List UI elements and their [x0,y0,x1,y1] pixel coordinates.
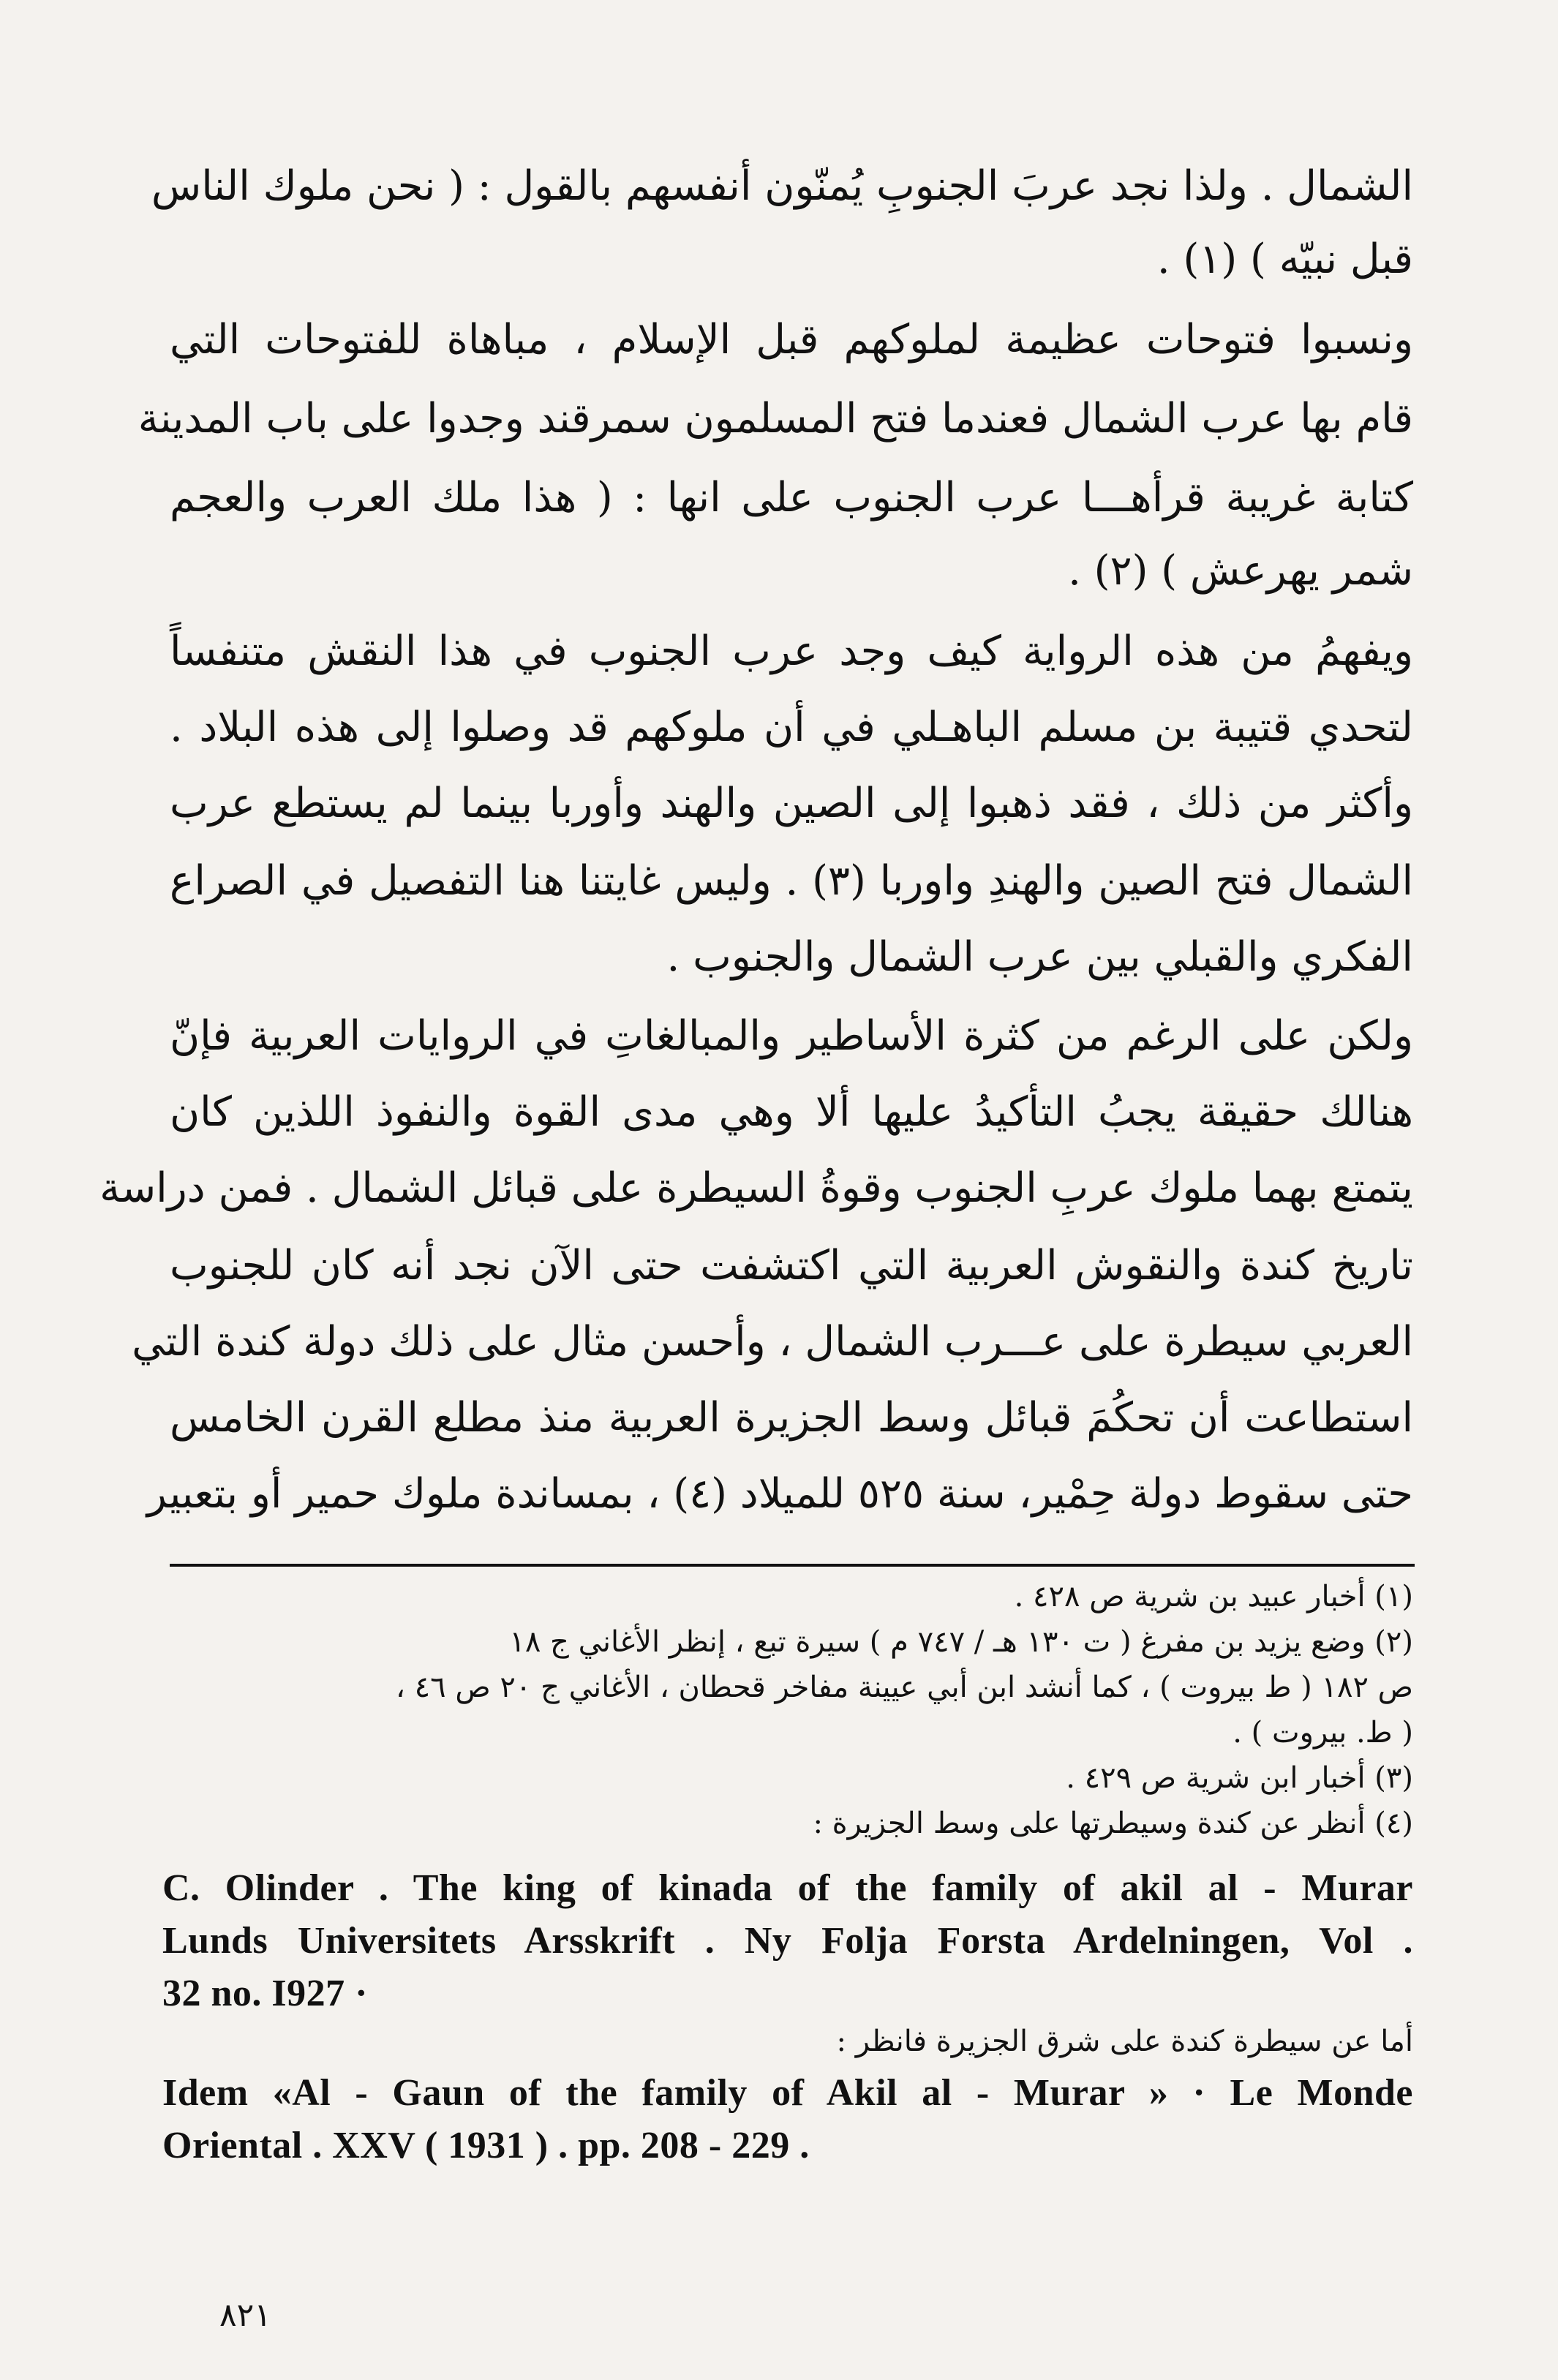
body-line: حتى سقوط دولة حِمْير، سنة ٥٢٥ للميلاد (٤) ، بمساندة ملوك حمير أو بتعبير [146,1470,1413,1518]
body-line: استطاعت أن تحكُمَ قبائل وسط الجزيرة العربية منذ مطلع القرن الخامس [170,1394,1413,1442]
latin-reference-line: 32 no. I927 · [162,1973,368,2014]
body-line: يتمتع بهما ملوك عربِ الجنوب وقوةُ السيطرة على قبائل الشمال . فمن دراسة [99,1164,1413,1212]
footnote: ص ١٨٢ ( ط بيروت ) ، كما أنشد ابن أبي عيينة مفاخر قحطان ، الأغاني ج ٢٠ ص ٤٦ ، [396,1671,1413,1704]
body-line: هنالك حقيقة يجبُ التأكيدُ عليها ألا وهي مدى القوة والنفوذ اللذين كان [170,1088,1413,1136]
body-line: شمر يهرعش ) (٢) . [1068,547,1413,595]
latin-reference-line: Lunds Universitets Arsskrift . Ny Folja Forsta Ardelningen, Vol . [162,1920,1413,1962]
footnote: (٤) أنظر عن كندة وسيطرتها على وسط الجزيرة : [813,1807,1413,1840]
latin-reference-line: Idem «Al - Gaun of the family of Akil al - Murar » · Le Monde [162,2072,1413,2114]
body-line: وأكثر من ذلك ، فقد ذهبوا إلى الصين والهند وأوربا بينما لم يستطع عرب [170,780,1413,827]
footnote-divider [170,1564,1415,1567]
body-line: كتابة غريبة قرأهـــا عرب الجنوب على انها : ( هذا ملك العرب والعجم [170,474,1413,521]
body-line: الفكري والقبلي بين عرب الشمال والجنوب . [666,933,1413,981]
body-line: قبل نبيّه ) (١) . [1156,236,1413,283]
footnote: (٣) أخبار ابن شرية ص ٤٢٩ . [1066,1761,1413,1795]
body-line: الشمال . ولذا نجد عربَ الجنوبِ يُمنّون أنفسهم بالقول : ( نحن ملوك الناس [151,162,1413,210]
footnote: (٢) وضع يزيد بن مفرغ ( ت ١٣٠ هـ / ٧٤٧ م ) سيرة تبع ، إنظر الأغاني ج ١٨ [509,1625,1413,1659]
latin-reference-line: C. Olinder . The king of kinada of the family of akil al - Murar [162,1867,1413,1909]
body-line: تاريخ كندة والنقوش العربية التي اكتشفت حتى الآن نجد أنه كان للجنوب [170,1242,1413,1289]
latin-reference-line: Oriental . XXV ( 1931 ) . pp. 208 - 229 . [162,2125,810,2166]
body-line: العربي سيطرة على عـــرب الشمال ، وأحسن مثال على ذلك دولة كندة التي [132,1318,1413,1366]
footnote: ( ط. بيروت ) . [1233,1716,1413,1750]
body-line: ويفهمُ من هذه الرواية كيف وجد عرب الجنوب في هذا النقش متنفساً [170,628,1413,675]
footnote: أما عن سيطرة كندة على شرق الجزيرة فانظر : [836,2025,1413,2058]
body-line: الشمال فتح الصين والهندِ واوربا (٣) . وليس غايتنا هنا التفصيل في الصراع [170,857,1414,905]
body-line: قام بها عرب الشمال فعندما فتح المسلمون سمرقند وجدوا على باب المدينة [138,395,1413,443]
body-line: ونسبوا فتوحات عظيمة لملوكهم قبل الإسلام ، مباهاة للفتوحات التي [170,316,1413,364]
page-number: ٨٢١ [219,2297,271,2334]
footnote: (١) أخبار عبيد بن شرية ص ٤٢٨ . [1014,1580,1413,1613]
body-line: ولكن على الرغم من كثرة الأساطير والمبالغاتِ في الروايات العربية فإنّ [170,1012,1413,1060]
body-line: لتحدي قتيبة بن مسلم الباهـلي في أن ملوكهم قد وصلوا إلى هذه البلاد . [170,704,1413,751]
